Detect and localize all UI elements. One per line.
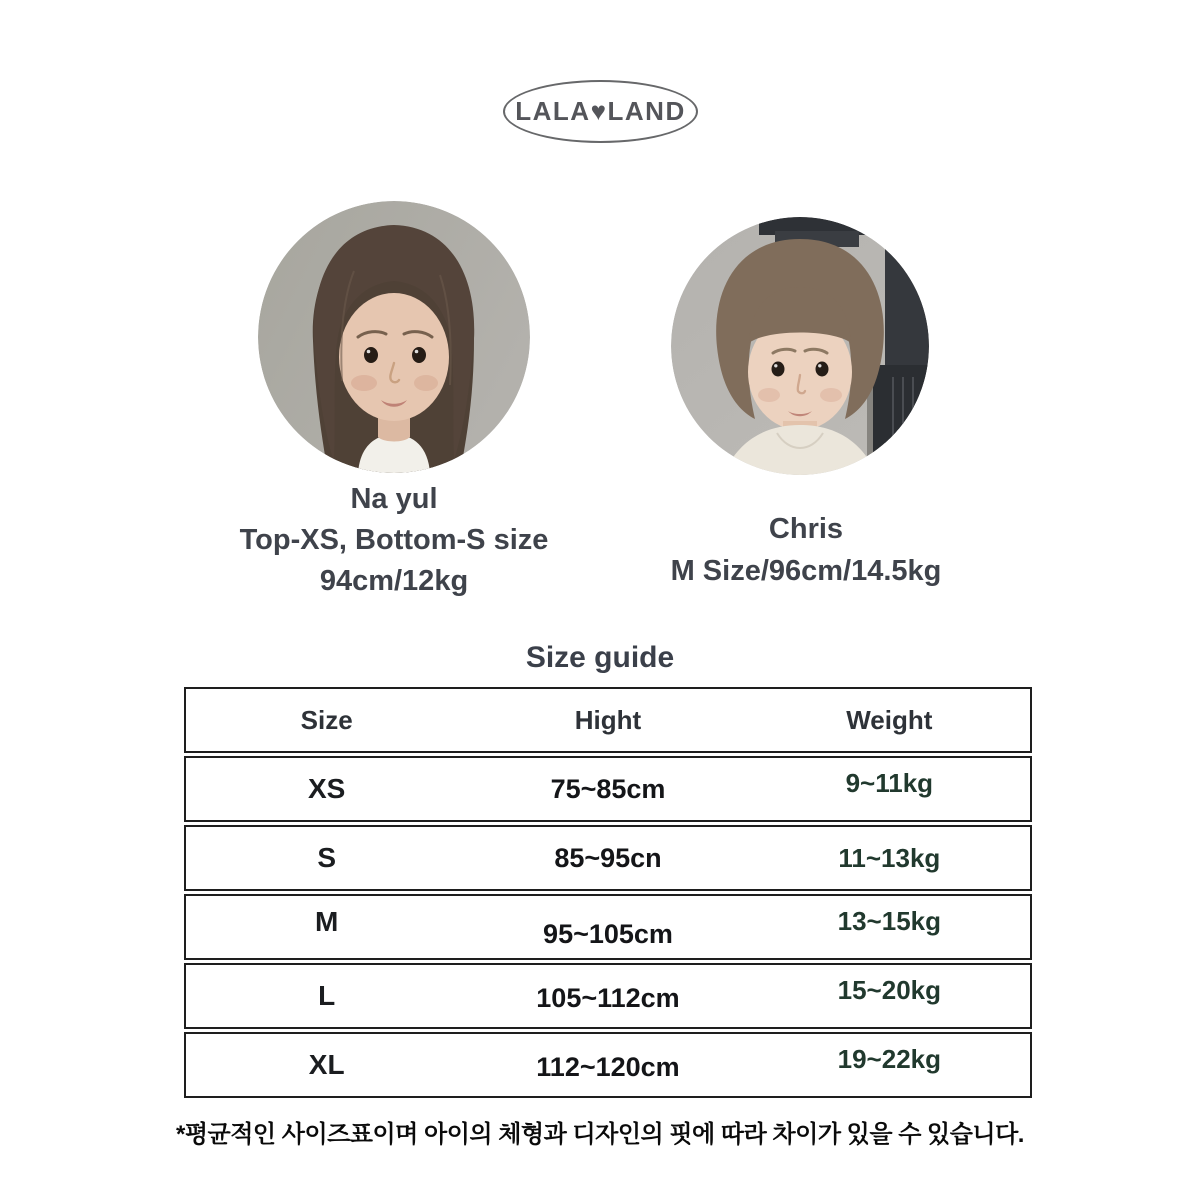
weight-cell: 11~13kg: [838, 842, 941, 873]
header-cell-weight: Weight: [846, 704, 933, 735]
girl-blush-right: [414, 375, 438, 391]
boy-blush-right: [820, 388, 842, 402]
model-photo-nayul: [258, 201, 530, 473]
girl-face: [339, 293, 449, 421]
boy-blush-left: [758, 388, 780, 402]
boy-eye-left: [772, 362, 785, 377]
size-cell: M: [315, 906, 339, 937]
header-cell-height: Hight: [574, 704, 642, 735]
size-cell: S: [317, 842, 336, 873]
table-header-row: [184, 687, 1032, 753]
weight-cell: 13~15kg: [837, 905, 942, 936]
header-cell-size: Size: [300, 704, 353, 735]
weight-cell: 15~20kg: [837, 974, 942, 1005]
height-cell: 75~85cm: [550, 773, 666, 804]
dark-panel-right: [873, 365, 929, 475]
weight-cell: 9~11kg: [845, 767, 934, 798]
model-photo-chris: [671, 217, 929, 475]
size-guide-table: [184, 687, 1032, 1098]
height-cell: 112~120cm: [536, 1051, 680, 1082]
model-caption-nayul: [204, 479, 584, 602]
girl-eye-glint-right: [415, 350, 419, 354]
girl-eye-glint-left: [367, 350, 371, 354]
table-row-s: [184, 825, 1032, 891]
size-cell: XS: [307, 773, 346, 804]
boy-eye-glint-right: [818, 364, 821, 367]
girl-eye-left: [364, 347, 378, 363]
model-spec: 94cm/12kg: [319, 565, 469, 597]
model-name: Chris: [768, 513, 844, 545]
girl-portrait-illustration: [258, 201, 530, 473]
height-cell: 85~95cn: [554, 842, 662, 873]
model-size-detail: Top-XS, Bottom-S size: [239, 524, 549, 556]
model-caption-chris: [616, 508, 996, 592]
boy-portrait-illustration: [671, 217, 929, 475]
model-spec: M Size/96cm/14.5kg: [670, 555, 942, 587]
brand-logo-text: LALA♥LAND: [515, 96, 686, 126]
size-disclaimer: *평균적인 사이즈표이며 아이의 체형과 디자인의 핏에 따라 차이가 있을 수 있습니다.: [176, 1121, 1024, 1148]
girl-blush-left: [351, 375, 377, 391]
brand-logo: [503, 80, 698, 143]
boy-eye-glint-left: [774, 364, 777, 367]
boy-eye-right: [816, 362, 829, 377]
table-row-xs: [184, 756, 1032, 822]
size-cell: XL: [308, 1049, 345, 1080]
table-row-xl: [184, 1032, 1032, 1098]
dark-column-right: [885, 243, 929, 475]
size-cell: L: [318, 980, 336, 1011]
weight-cell: 19~22kg: [837, 1043, 942, 1074]
height-cell: 105~112cm: [536, 982, 680, 1013]
girl-eye-right: [412, 347, 426, 363]
size-guide-title: Size guide: [525, 641, 675, 674]
table-row-m: [184, 894, 1032, 960]
model-name: Na yul: [350, 483, 438, 515]
table-row-l: [184, 963, 1032, 1029]
height-cell: 95~105cm: [543, 918, 673, 949]
